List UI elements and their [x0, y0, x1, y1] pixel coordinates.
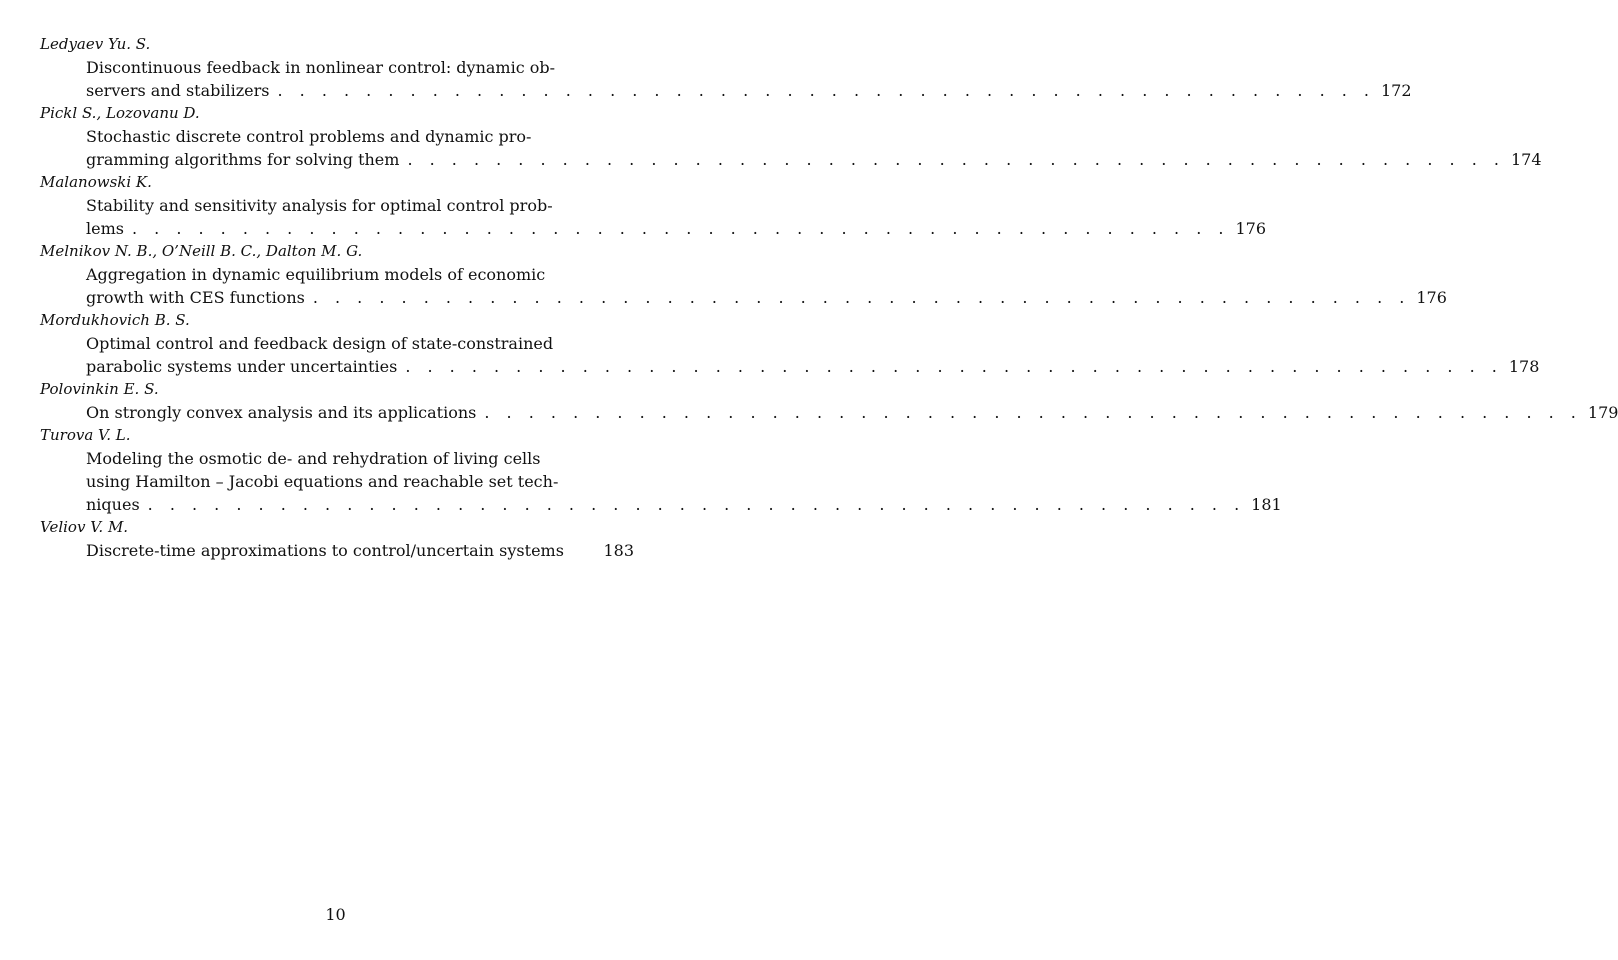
entry-author: Polovinkin E. S.: [40, 380, 159, 398]
entry-author: Malanowski K.: [40, 173, 152, 191]
entry-title-line: using Hamilton – Jacobi equations and reachable set tech-: [86, 472, 559, 491]
table-of-contents: [40, 33, 1618, 562]
entry-title-last-line: niques: [86, 495, 140, 514]
page-number: 10: [325, 905, 346, 924]
entry-title-last-line: On strongly convex analysis and its applications: [86, 403, 477, 422]
entry-title-line: Modeling the osmotic de- and rehydration of living cells: [86, 449, 541, 468]
entry-author: Ledyaev Yu. S.: [40, 35, 151, 53]
entry-title-last-line: growth with CES functions: [86, 288, 305, 307]
entry-page-number: 183: [603, 541, 634, 560]
entry-page-number: 176: [1235, 219, 1267, 238]
dot-leader: . . . . . . . . . . . . . . . . . . . . . . . . . . . . . . . . . . . . . . . . . . . . . . . . . .: [131, 219, 1230, 238]
entry-title-line: Stochastic discrete control problems and dynamic pro-: [86, 127, 532, 146]
entry-title: [40, 125, 1542, 171]
entry-title: [40, 539, 634, 562]
entry-page-number: 176: [1416, 288, 1447, 307]
entry-title: [40, 401, 1618, 424]
toc-entry: [40, 171, 1267, 240]
entry-author: Pickl S., Lozovanu D.: [40, 104, 200, 122]
entry-author: Veliov V. M.: [40, 518, 129, 536]
toc-entry: [40, 516, 634, 562]
toc-entry: [40, 33, 1412, 102]
entry-title: [40, 56, 1412, 102]
entry-author: Turova V. L.: [40, 426, 131, 444]
entry-title-line: Discontinuous feedback in nonlinear control: dynamic ob-: [86, 58, 556, 77]
entry-title-line: Aggregation in dynamic equilibrium models of economic: [86, 265, 546, 284]
toc-entry: [40, 102, 1542, 171]
dot-leader: . . . . . . . . . . . . . . . . . . . . . . . . . . . . . . . . . . . . . . . . . . . . . . . . . .: [484, 403, 1582, 422]
entry-title-line: Stability and sensitivity analysis for optimal control prob-: [86, 196, 553, 215]
dot-leader: . . . . . . . . . . . . . . . . . . . . . . . . . . . . . . . . . . . . . . . . . . . . . . . . . .: [277, 81, 1375, 100]
entry-title-last-line: servers and stabilizers: [86, 81, 270, 100]
entry-page-number: 174: [1510, 150, 1542, 169]
dot-leader: . . . . . . . . . . . . . . . . . . . . . . . . . . . . . . . . . . . . . . . . . . . . . . . . . .: [312, 288, 1411, 307]
toc-entry: [40, 424, 1282, 516]
dot-leader: . . . . . . . . . . . . . . . . . . . . . . . . . . . . . . . . . . . . . . . . . . . . . . . . . .: [407, 150, 1505, 169]
entry-author: Mordukhovich B. S.: [40, 311, 190, 329]
toc-entry: [40, 309, 1540, 378]
entry-page-number: 179: [1587, 403, 1618, 422]
entry-title: [40, 447, 1282, 516]
entry-title-last-line: gramming algorithms for solving them: [86, 150, 400, 169]
entry-title-line: Optimal control and feedback design of state-constrained: [86, 334, 554, 353]
entry-title: [40, 194, 1267, 240]
dot-leader: . . . . . . . . . . . . . . . . . . . . . . . . . . . . . . . . . . . . . . . . . . . . . . . . . .: [147, 495, 1246, 514]
entry-title-last-line: Discrete-time approximations to control/uncertain systems: [86, 541, 564, 560]
dot-leader: . . . . . . . . . . . . . . . . . . . . . . . . . . . . . . . . . . . . . . . . . . . . . . . . . .: [405, 357, 1503, 376]
entry-page-number: 172: [1381, 81, 1412, 100]
toc-entry: [40, 378, 1618, 424]
entry-title: [40, 332, 1540, 378]
entry-page-number: 178: [1508, 357, 1540, 376]
entry-author: Melnikov N. B., O’Neill B. C., Dalton M. G.: [40, 242, 363, 260]
entry-title: [40, 263, 1447, 309]
entry-page-number: 181: [1251, 495, 1282, 514]
entry-title-last-line: parabolic systems under uncertainties: [86, 357, 398, 376]
entry-title-last-line: lems: [86, 219, 124, 238]
toc-entry: [40, 240, 1447, 309]
